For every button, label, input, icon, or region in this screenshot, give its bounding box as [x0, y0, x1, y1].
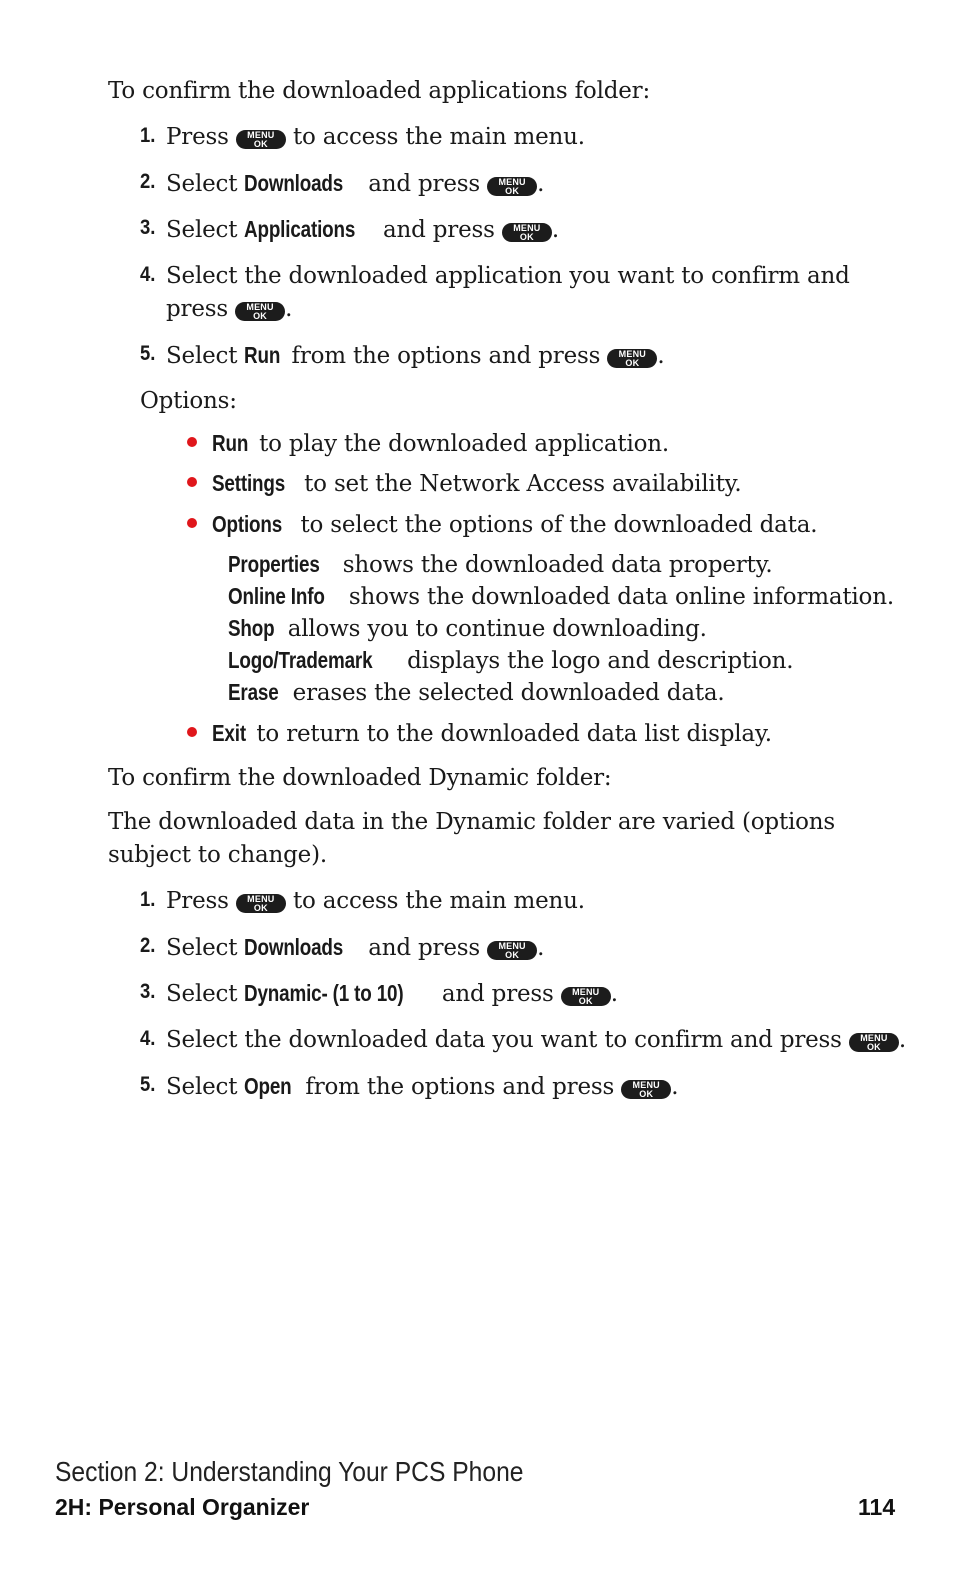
menu-keyword: Dynamic- (1 to 10) [244, 980, 404, 1006]
step-number: 4. [140, 263, 156, 286]
menu-ok-key-icon: MENU OK [561, 987, 611, 1006]
sub-option-item [228, 581, 894, 612]
menu-ok-key-icon: MENU OK [487, 177, 537, 196]
menu-ok-key-icon: MENU OK [849, 1033, 899, 1052]
step-text [166, 122, 585, 152]
menu-ok-key-icon: MENU OK [487, 941, 537, 960]
step-text: Select the downloaded application you want to confirm and [166, 263, 850, 289]
step-end: . [610, 981, 618, 1007]
bullet-icon [187, 437, 197, 447]
sub-option-description: erases the selected downloaded data. [292, 680, 725, 706]
step-text-b: to access the main menu. [292, 124, 585, 150]
menu-ok-key-icon: MENU OK [236, 894, 286, 913]
options-label: Options: [140, 388, 237, 414]
step-text-continued [166, 294, 292, 324]
sub-option-item [228, 677, 725, 708]
step-text [166, 1071, 678, 1102]
sub-option-keyword: Erase [228, 679, 279, 705]
step-end: . [551, 217, 559, 243]
option-description: to play the downloaded application. [259, 431, 669, 457]
step-end: . [671, 1074, 679, 1100]
dynamic-note-line2: subject to change). [108, 842, 327, 868]
sub-option-description: allows you to continue downloading. [287, 616, 707, 642]
option-description: to set the Network Access availability. [304, 471, 742, 497]
sub-option-item [228, 549, 772, 580]
menu-keyword: Downloads [244, 170, 344, 196]
step-text-a: Press [166, 124, 229, 150]
step-text-a: Select [166, 981, 238, 1007]
step-text-b: and press [368, 935, 480, 961]
menu-keyword: Downloads [244, 934, 344, 960]
step-text [166, 340, 664, 371]
option-item [212, 428, 669, 459]
sub-option-keyword: Logo/Trademark [228, 647, 373, 673]
menu-keyword: Run [244, 342, 281, 368]
bullet-icon [187, 477, 197, 487]
step-number: 2. [140, 170, 156, 193]
step-text [166, 168, 544, 199]
menu-keyword: Applications [244, 216, 356, 242]
sub-option-item [228, 613, 707, 644]
sub-option-description: displays the logo and description. [407, 648, 794, 674]
step-text-a: Select [166, 1074, 238, 1100]
step-end: . [285, 296, 293, 322]
sub-option-description: shows the downloaded data property. [342, 552, 773, 578]
sub-option-description: shows the downloaded data online information. [348, 584, 894, 610]
page-number: 114 [858, 1494, 896, 1520]
option-item [212, 718, 772, 749]
step-text-b: from the options and press [305, 1074, 615, 1100]
menu-keyword: Open [244, 1073, 292, 1099]
option-keyword: Exit [212, 720, 246, 746]
option-description: to return to the downloaded data list display. [256, 721, 772, 747]
sub-option-keyword: Shop [228, 615, 275, 641]
step-number: 4. [140, 1027, 156, 1050]
step-text-b: and press [383, 217, 495, 243]
step-end: . [898, 1027, 907, 1053]
sub-option-keyword: Online Info [228, 583, 325, 609]
step-text [166, 1025, 906, 1055]
step-text [166, 978, 618, 1009]
menu-ok-key-icon: MENU OK [502, 223, 552, 242]
step-text-b: to access the main menu. [292, 888, 585, 914]
step-text-a: Select the downloaded data you want to confirm and press [166, 1027, 842, 1053]
step-number: 5. [140, 1073, 156, 1096]
bullet-icon [187, 518, 197, 528]
step-text-b: and press [441, 981, 554, 1007]
step-end: . [537, 171, 545, 197]
dynamic-note-line1: The downloaded data in the Dynamic folder are varied (options [108, 809, 836, 835]
footer-section-title: Section 2: Understanding Your PCS Phone [55, 1456, 524, 1487]
step-number: 1. [140, 124, 156, 147]
step-text [166, 214, 559, 245]
bullet-icon [187, 727, 197, 737]
step-end: . [537, 935, 545, 961]
menu-ok-key-icon: MENU OK [621, 1080, 671, 1099]
option-keyword: Settings [212, 470, 286, 496]
step-text-a: Press [166, 888, 229, 914]
footer-chapter-title: 2H: Personal Organizer [55, 1494, 310, 1520]
option-item [212, 509, 817, 540]
intro-dynamic-folder: To confirm the downloaded Dynamic folder: [108, 765, 612, 791]
option-keyword: Options [212, 511, 283, 537]
step-number: 5. [140, 342, 156, 365]
option-description: to select the options of the downloaded data. [300, 512, 818, 538]
step-text-a: Select [166, 217, 238, 243]
menu-ok-key-icon: MENU OK [607, 349, 657, 368]
step-number: 3. [140, 216, 156, 239]
step-text-b: and press [368, 171, 480, 197]
step-text-a: Select [166, 343, 238, 369]
menu-ok-key-icon: MENU OK [236, 130, 286, 149]
step-text [166, 886, 585, 916]
step-text-b: press [166, 296, 228, 322]
step-text-b: from the options and press [291, 343, 601, 369]
option-keyword: Run [212, 430, 249, 456]
sub-option-keyword: Properties [228, 551, 320, 577]
step-number: 2. [140, 934, 156, 957]
step-end: . [657, 343, 665, 369]
step-text [166, 932, 544, 963]
option-item [212, 468, 741, 499]
step-number: 3. [140, 980, 156, 1003]
step-text-a: Select [166, 171, 238, 197]
menu-ok-key-icon: MENU OK [235, 302, 285, 321]
intro-applications-folder: To confirm the downloaded applications folder: [108, 78, 651, 104]
step-text-a: Select [166, 935, 238, 961]
sub-option-item [228, 645, 793, 676]
step-number: 1. [140, 888, 156, 911]
